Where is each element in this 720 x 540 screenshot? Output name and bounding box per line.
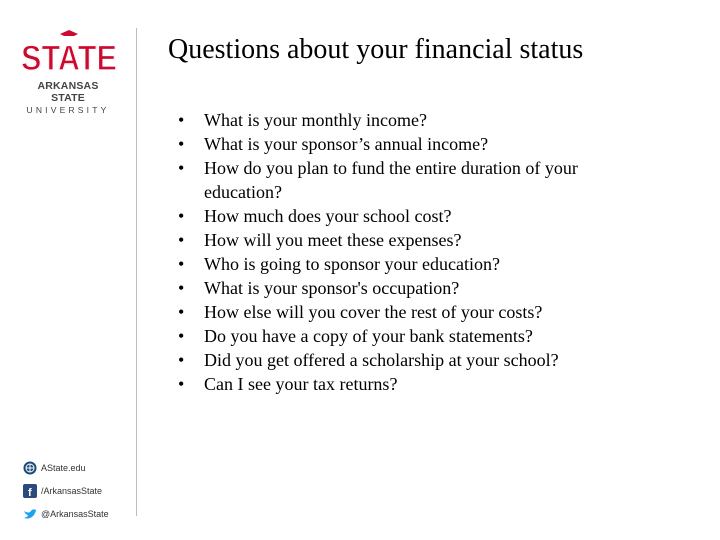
sidebar-divider xyxy=(136,28,137,516)
list-item: • How will you meet these expenses? xyxy=(172,228,642,252)
slide-title: Questions about your financial status xyxy=(168,34,584,65)
university-logo[interactable] xyxy=(20,30,120,115)
twitter-link[interactable] xyxy=(22,504,109,524)
twitter-text: @ArkansasState xyxy=(41,509,109,519)
logo-sub: UNIVERSITY xyxy=(26,105,110,115)
facebook-text: /ArkansasState xyxy=(41,486,103,496)
state-wordmark-logo xyxy=(20,30,118,76)
sidebar xyxy=(0,0,137,540)
question-list xyxy=(172,108,642,396)
social-links xyxy=(22,458,109,527)
list-item: • Can I see your tax returns? xyxy=(172,372,642,396)
list-item: • Do you have a copy of your bank statements? xyxy=(172,324,642,348)
list-item: • How much does your school cost? xyxy=(172,204,642,228)
globe-icon xyxy=(22,461,37,476)
facebook-link[interactable] xyxy=(22,481,109,501)
list-item: • What is your monthly income? xyxy=(172,108,642,132)
svg-text:STATE: STATE xyxy=(21,39,117,76)
list-item: • Did you get offered a scholarship at your school? xyxy=(172,348,642,372)
list-item: • What is your sponsor's occupation? xyxy=(172,276,642,300)
logo-name: ARKANSAS STATE xyxy=(37,80,99,104)
twitter-icon xyxy=(22,507,37,522)
list-item: • How else will you cover the rest of your costs? xyxy=(172,300,642,324)
website-text: AState.edu xyxy=(41,463,86,473)
list-item: • Who is going to sponsor your education? xyxy=(172,252,642,276)
list-item: • What is your sponsor’s annual income? xyxy=(172,132,642,156)
facebook-icon xyxy=(22,484,37,499)
list-item: • How do you plan to fund the entire duration of your education? xyxy=(172,156,642,204)
svg-text:f: f xyxy=(27,487,32,498)
svg-text:STATE: STATE xyxy=(21,39,117,76)
website-link[interactable] xyxy=(22,458,109,478)
